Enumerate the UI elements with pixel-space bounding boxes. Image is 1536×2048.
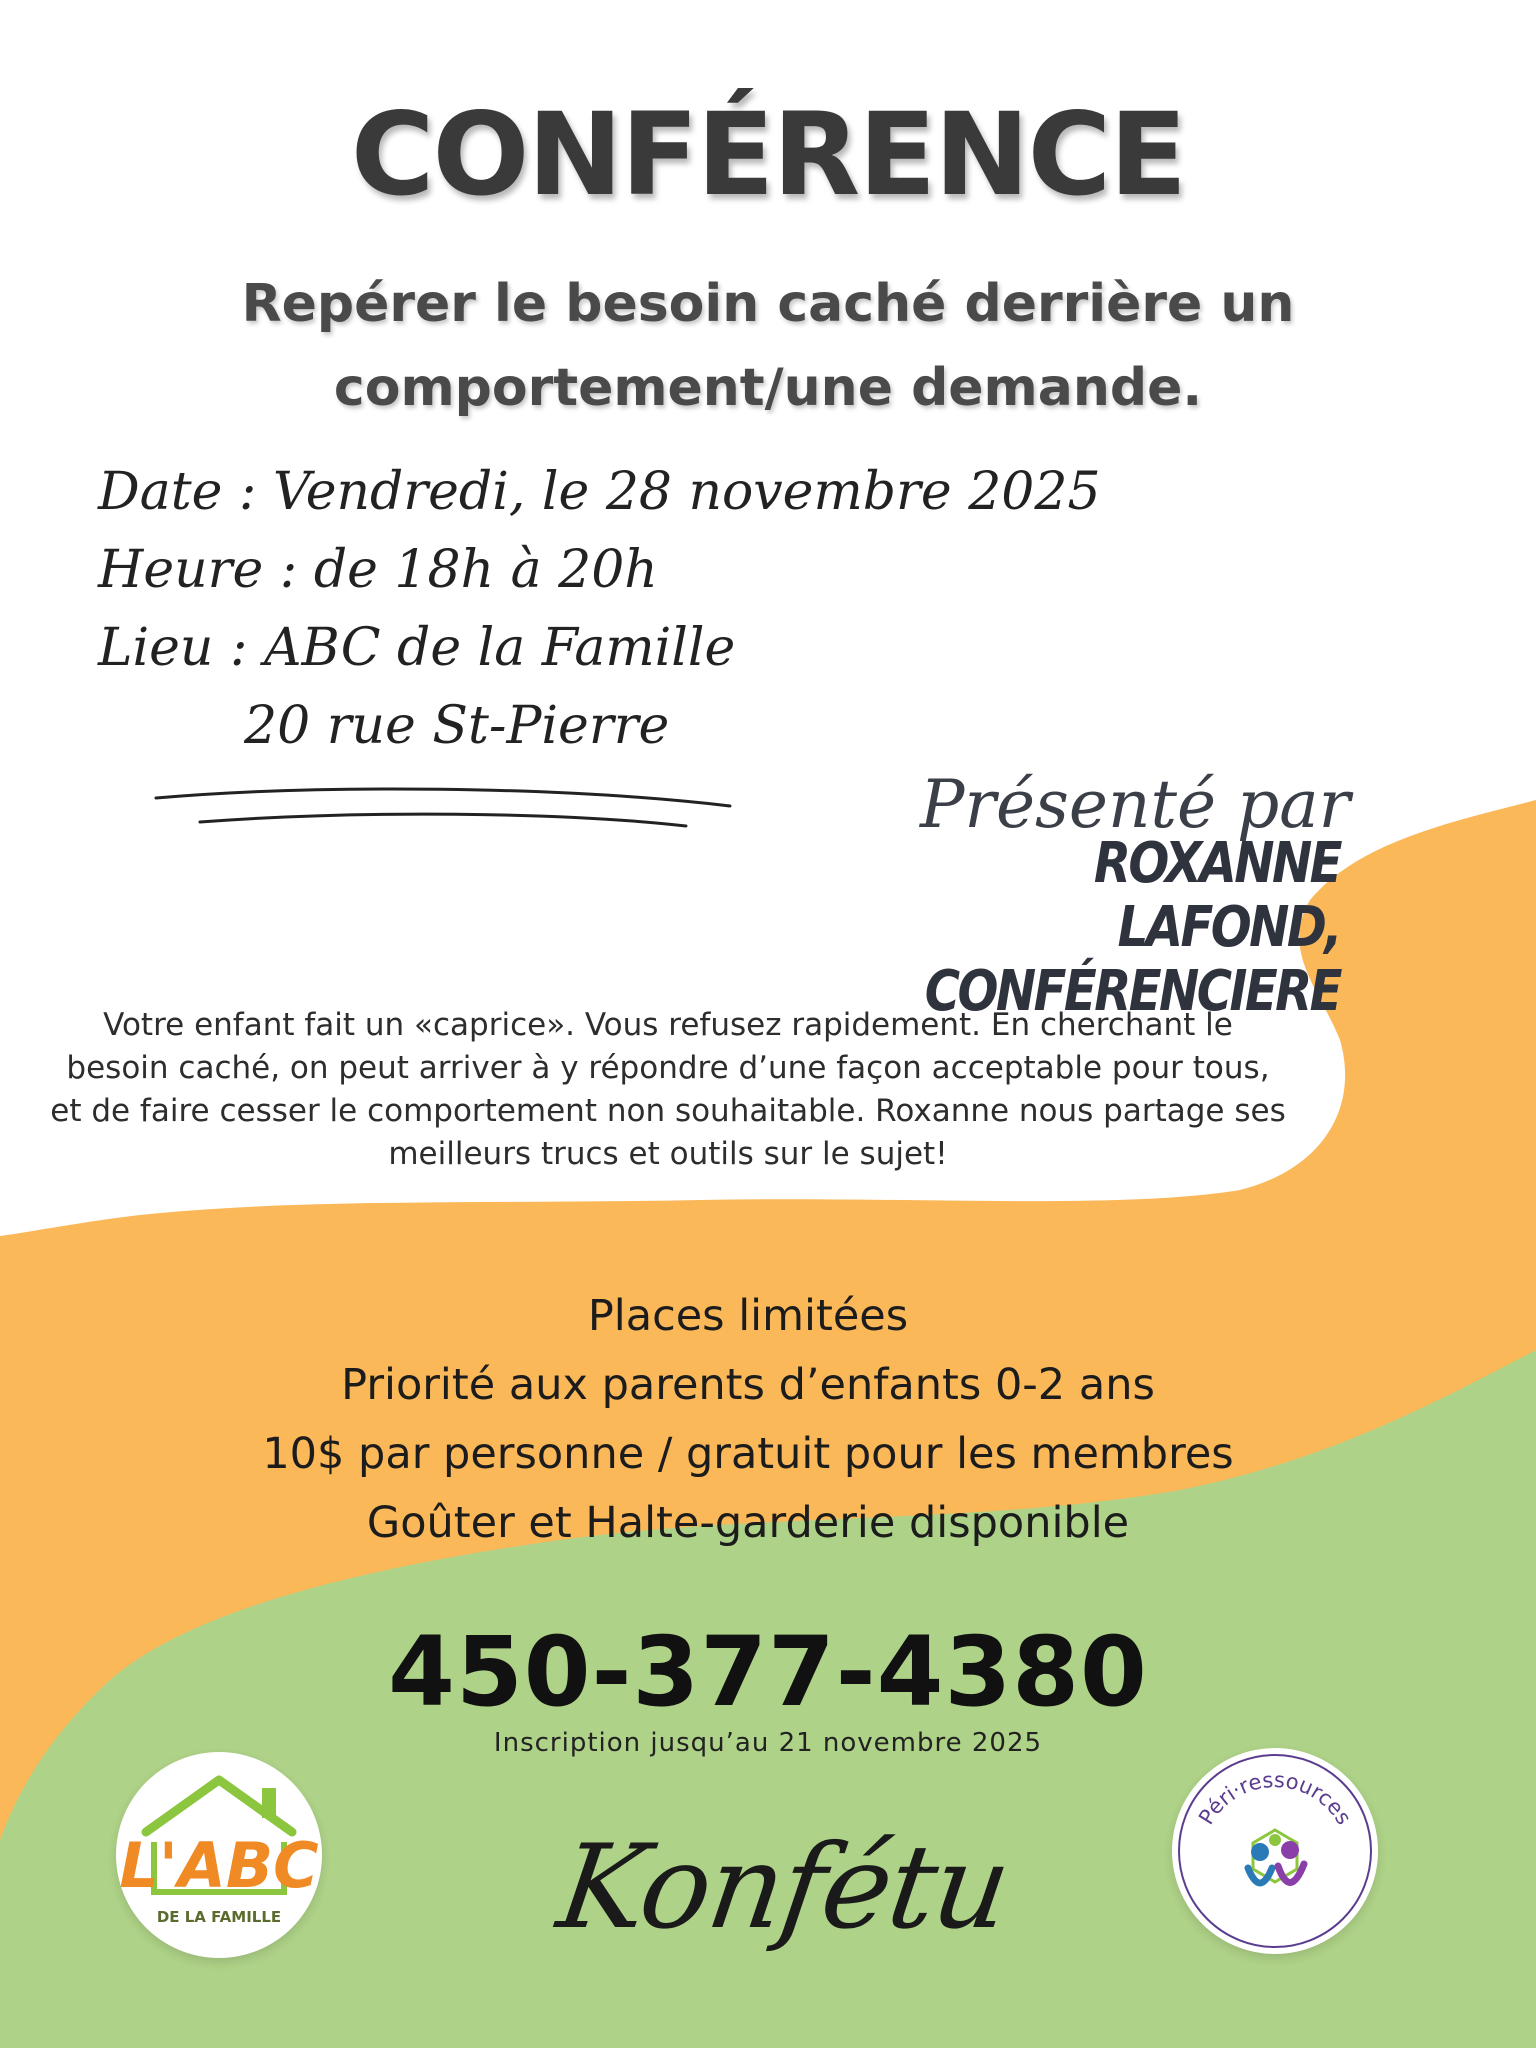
presenter-name-line: ROXANNE LAFOND, (1093, 831, 1340, 960)
presenter-name (919, 832, 1340, 1024)
presented-by: Présenté par (920, 766, 1351, 843)
peri-ressources-emblem (1172, 1748, 1378, 1954)
info-line: Goûter et Halte-garderie disponible (366, 1498, 1130, 1548)
presenter-name-line: CONFÉRENCIERE (924, 959, 1340, 1024)
subtitle-line: Repérer le besoin caché derrière un (241, 274, 1295, 334)
peri-logo-text: Péri·ressources (1194, 1767, 1357, 1829)
info-line: Places limitées (587, 1291, 909, 1341)
info-line: 10$ par personne / gratuit pour les membres (262, 1429, 1234, 1479)
abc-logo-subtext: DE LA FAMILLE (156, 1908, 282, 1926)
event-place: Lieu : ABC de la Famille (98, 618, 736, 678)
event-address: 20 rue St-Pierre (244, 696, 670, 756)
info-list (140, 1282, 1356, 1558)
subtitle-line: comportement/une demande. (333, 358, 1203, 418)
registration-deadline: Inscription jusqu’au 21 novembre 2025 (493, 1728, 1043, 1758)
subtitle (120, 262, 1416, 430)
phone-number: 450-377-4380 (388, 1616, 1148, 1728)
peri-ressources-logo (1172, 1748, 1378, 1954)
decorative-underline (140, 776, 740, 836)
description: Votre enfant fait un «caprice». Vous refusez rapidement. En cherchant le besoin caché, on peut arriver à y répondre d’une façon acceptable pour tous, et de faire cesser le comportement non souhaitable. Roxanne nous partage ses meilleurs trucs et outils sur le sujet! (50, 1007, 1286, 1172)
abc-de-la-famille-logo (116, 1752, 322, 1958)
event-time: Heure : de 18h à 20h (98, 540, 658, 600)
abc-logo-text: L'ABC (119, 1829, 319, 1902)
konfetu-logo: Konfétu (550, 1820, 1017, 1955)
info-line: Priorité aux parents d’enfants 0-2 ans (341, 1360, 1155, 1410)
house-icon (116, 1752, 322, 1958)
page-title: CONFÉRENCE (350, 88, 1186, 221)
event-date: Date : Vendredi, le 28 novembre 2025 (98, 462, 1101, 522)
